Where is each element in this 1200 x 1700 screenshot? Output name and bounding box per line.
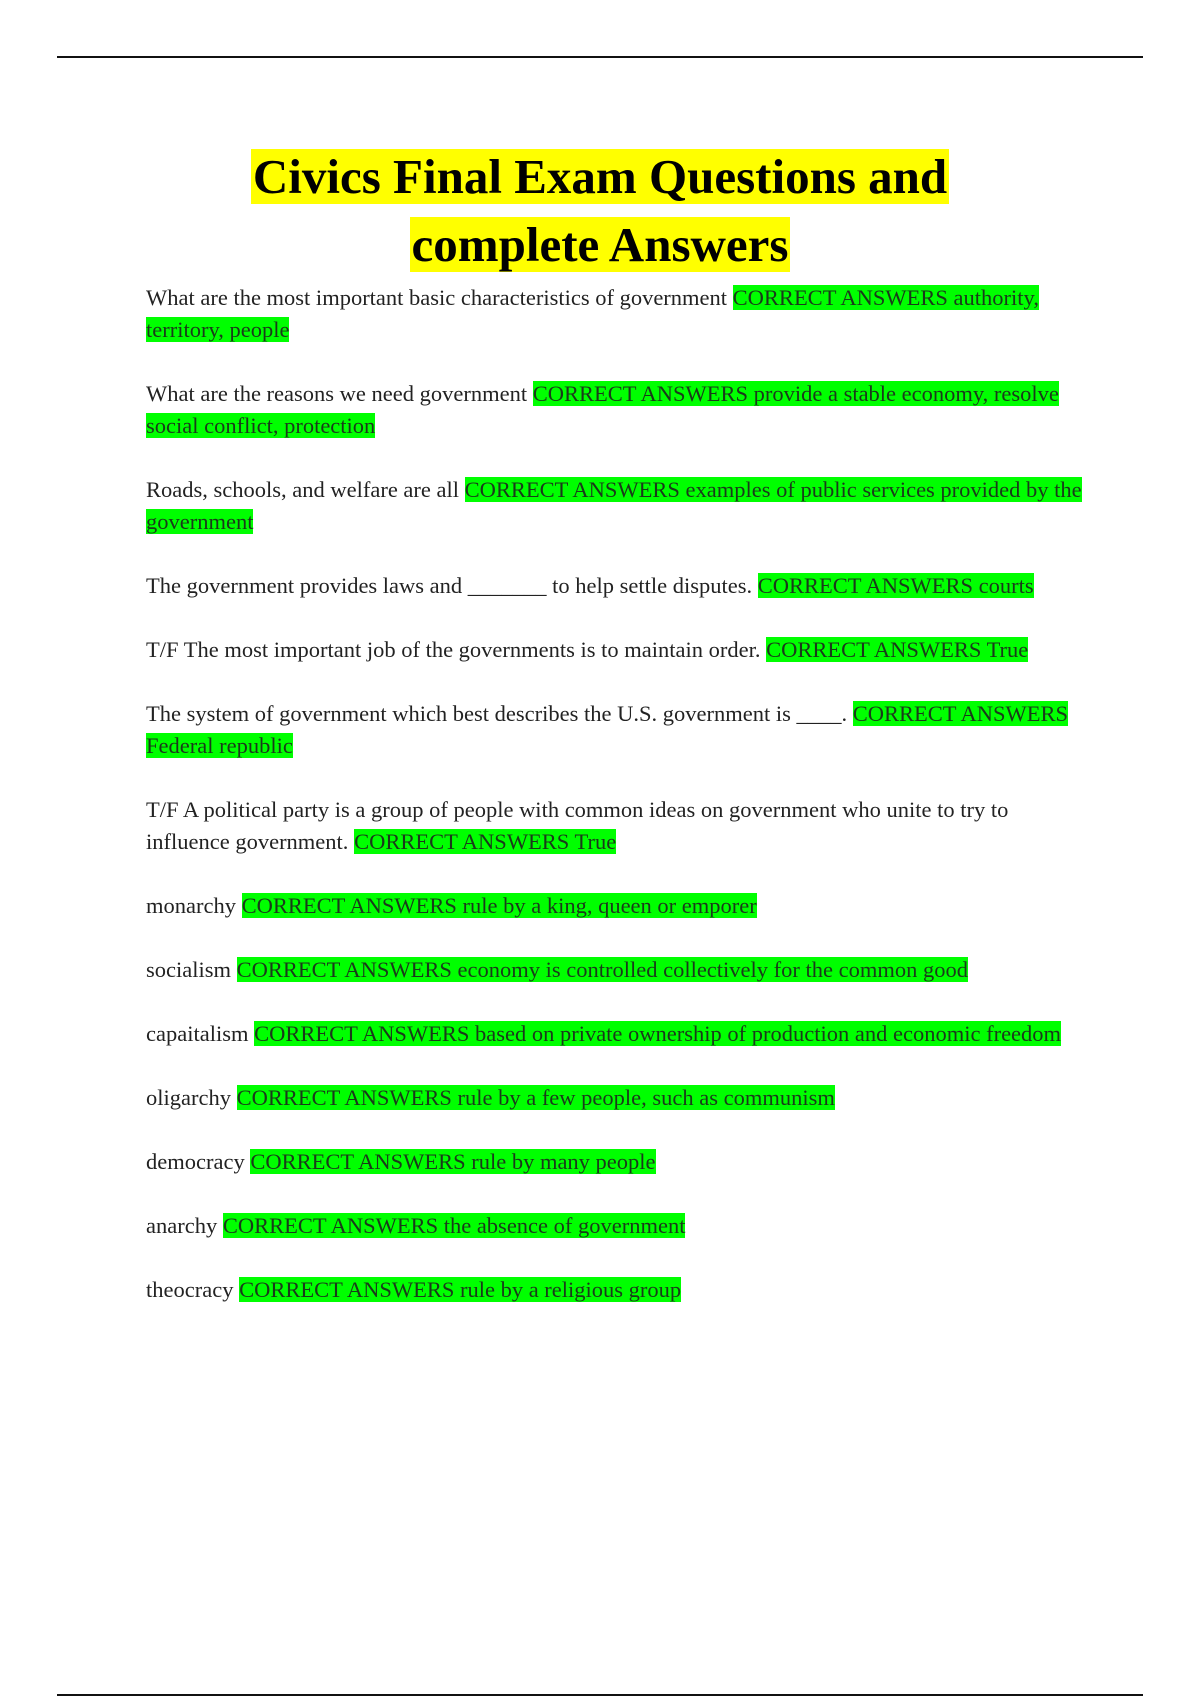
qa-item — [146, 1274, 1096, 1306]
qa-item — [146, 378, 1096, 442]
answer-highlight: CORRECT ANSWERS rule by many people — [250, 1149, 656, 1174]
question-text: democracy — [146, 1149, 245, 1174]
answer-highlight: CORRECT ANSWERS True — [354, 829, 617, 854]
answer-highlight: CORRECT ANSWERS authority, territory, people — [146, 285, 1039, 342]
question-text: T/F A political party is a group of people with common ideas on government who unite to try to influence government. — [146, 797, 1009, 854]
qa-list — [146, 282, 1096, 1338]
qa-item — [146, 794, 1096, 858]
qa-item — [146, 474, 1096, 538]
qa-item — [146, 954, 1096, 986]
question-text: Roads, schools, and welfare are all — [146, 477, 460, 502]
answer-highlight: CORRECT ANSWERS rule by a few people, such as communism — [236, 1085, 835, 1110]
answer-highlight: CORRECT ANSWERS rule by a king, queen or emporer — [241, 893, 757, 918]
answer-highlight: CORRECT ANSWERS provide a stable economy, resolve social conflict, protection — [146, 381, 1059, 438]
question-text: socialism — [146, 957, 231, 982]
answer-highlight: CORRECT ANSWERS economy is controlled collectively for the common good — [236, 957, 968, 982]
answer-highlight: CORRECT ANSWERS the absence of government — [222, 1213, 686, 1238]
top-divider — [57, 56, 1143, 58]
question-text: The system of government which best describes the U.S. government is ____. — [146, 701, 848, 726]
qa-item — [146, 282, 1096, 346]
question-text: anarchy — [146, 1213, 218, 1238]
question-text: The government provides laws and _______ to help settle disputes. — [146, 573, 753, 598]
qa-item — [146, 634, 1096, 666]
question-text: monarchy — [146, 893, 236, 918]
bottom-divider — [57, 1694, 1143, 1696]
qa-item — [146, 570, 1096, 602]
qa-item — [146, 1018, 1096, 1050]
question-text: T/F The most important job of the governments is to maintain order. — [146, 637, 761, 662]
question-text: What are the most important basic characteristics of government — [146, 285, 728, 310]
answer-highlight: CORRECT ANSWERS rule by a religious group — [239, 1277, 682, 1302]
answer-highlight: CORRECT ANSWERS True — [766, 637, 1029, 662]
answer-highlight: CORRECT ANSWERS courts — [757, 573, 1034, 598]
title-line-1: Civics Final Exam Questions and — [252, 149, 948, 204]
answer-highlight: CORRECT ANSWERS Federal republic — [146, 701, 1069, 758]
qa-item — [146, 1082, 1096, 1114]
qa-item — [146, 890, 1096, 922]
answer-highlight: CORRECT ANSWERS examples of public services provided by the government — [146, 477, 1082, 534]
qa-item — [146, 1210, 1096, 1242]
question-text: theocracy — [146, 1277, 234, 1302]
question-text: What are the reasons we need government — [146, 381, 528, 406]
answer-highlight: CORRECT ANSWERS based on private ownership of production and economic freedom — [254, 1021, 1062, 1046]
question-text: oligarchy — [146, 1085, 231, 1110]
qa-item — [146, 698, 1096, 762]
title-line-2: complete Answers — [411, 217, 789, 272]
qa-item — [146, 1146, 1096, 1178]
page-title — [0, 143, 1200, 279]
question-text: capaitalism — [146, 1021, 249, 1046]
